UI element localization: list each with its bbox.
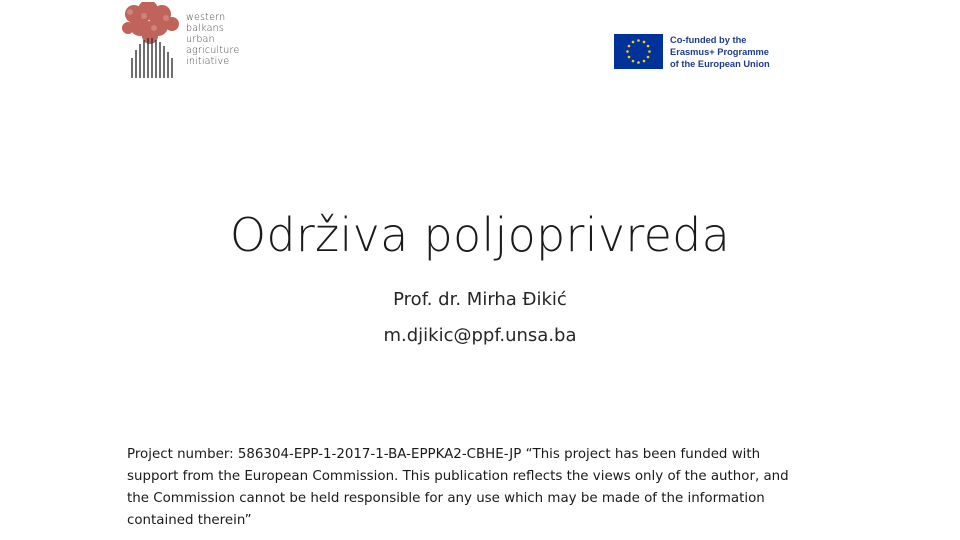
eu-star [637, 39, 640, 42]
eu-star [628, 45, 631, 48]
project-disclaimer: Project number: 586304-EPP-1-2017-1-BA-EPPKA2-CBHE-JP “This project has been funded with support from the European Commission. This publication reflects the views only of the author, and the Commission cannot be held responsible for any use which may be made of the information contained therein” [127, 447, 789, 528]
wordmark-line: initiative [186, 56, 230, 67]
eu-star [626, 50, 629, 53]
wordmark-line: western [186, 12, 226, 23]
tree-icon [120, 2, 186, 78]
eu-star [647, 56, 650, 59]
erasmus-caption [670, 34, 800, 70]
erasmus-caption-line: Co-funded by the [670, 35, 747, 45]
erasmus-caption-line: of the European Union [670, 59, 770, 69]
eu-star [648, 50, 651, 53]
author-name: Prof. dr. Mirha Đikić [393, 289, 567, 310]
wbuai-wordmark [186, 12, 240, 67]
eu-star [647, 45, 650, 48]
eu-star [628, 56, 631, 59]
eu-star [632, 41, 635, 44]
wordmark-line: agriculture [186, 45, 240, 56]
eu-star [643, 41, 646, 44]
slide-title: Održiva poljoprivreda [229, 208, 731, 262]
eu-flag-icon [614, 34, 663, 69]
erasmus-caption-line: Erasmus+ Programme [670, 47, 769, 57]
wordmark-line: balkans [186, 23, 225, 34]
eu-star [643, 60, 646, 63]
wordmark-line: urban [186, 34, 215, 45]
eu-star [637, 61, 640, 64]
eu-star [632, 60, 635, 63]
author-email: m.djikic@ppf.unsa.ba [383, 325, 577, 346]
wbuai-logo [120, 2, 240, 78]
